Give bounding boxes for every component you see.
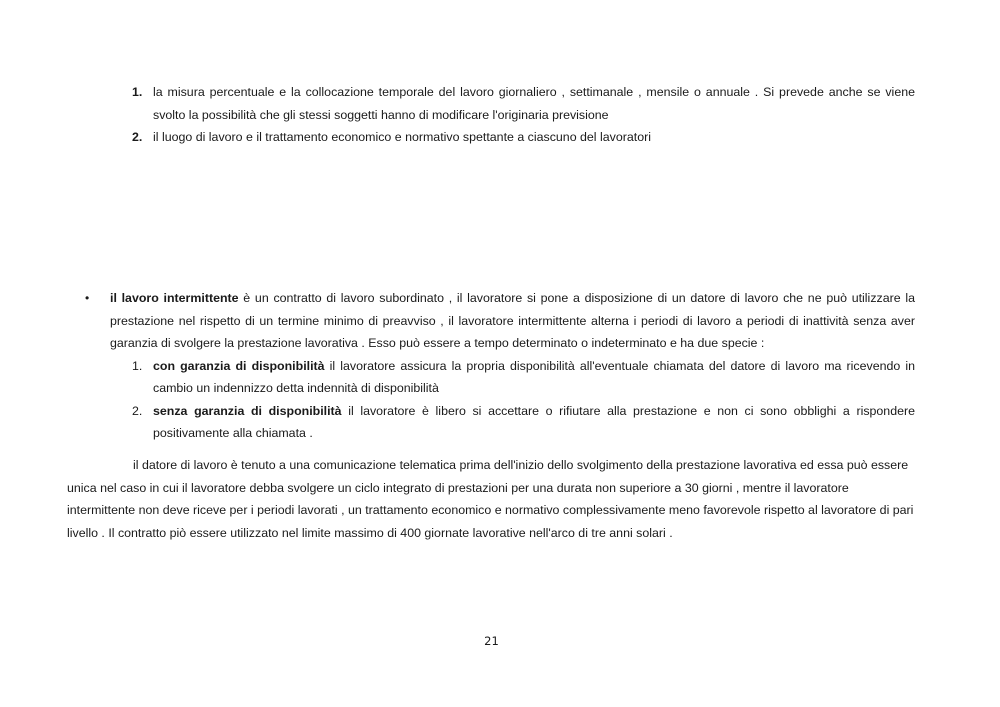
bullet-term: il lavoro intermittente xyxy=(110,291,239,305)
list-item-number: 1. xyxy=(132,85,143,99)
list-item-number: 2. xyxy=(132,130,143,144)
list-item-text: il lavoratore è libero si accettare o rifiutare alla prestazione e non ci sono obblighi a rispondere positivamente alla chiamata . xyxy=(153,403,915,440)
list-item xyxy=(132,355,915,400)
bullet-item xyxy=(85,287,915,355)
list-item-text: il lavoratore assicura la propria disponibilità all'eventuale chiamata del datore di lavoro ma ricevendo in cambio un indennizzo detta indennità di disponibilità xyxy=(153,358,915,395)
bullet-text: è un contratto di lavoro subordinato , il lavoratore si pone a disposizione di un datore di lavoro che ne può utilizzare la prestazione nel rispetto di un termine minimo di preavviso , il lavoratore intermittente alterna i periodi di lavoro a periodi di inattività senza aver garanzia di svolgere la prestazione lavorativa . Esso può essere a tempo determinato o indeterminato e ha due specie : xyxy=(110,291,915,350)
list-item-term: senza garanzia di disponibilità xyxy=(153,403,342,418)
paragraph-text: il datore di lavoro è tenuto a una comunicazione telematica prima dell'inizio dello svolgimento della prestazione lavorativa ed essa può essere unica nel caso in cui il lavoratore debba svolgere un ciclo integrato di prestazioni per una durata non superiore a 30 giorni , mentre il lavoratore intermittente non deve riceve per i periodi lavorati , un trattamento economico e normativo complessivamente meno favorevole rispetto al lavoratore di pari livello . Il contratto piò essere utilizzato nel limite massimo di 400 giornate lavorative nell'arco di tre anni solari . xyxy=(67,458,914,540)
list-item-text: la misura percentuale e la collocazione temporale del lavoro giornaliero , settimanale , mensile o annuale . Si prevede anche se viene svolto la possibilità che gli stessi soggetti hanno di modificare l'originaria previsione xyxy=(153,85,915,122)
bullet-icon: • xyxy=(85,291,90,305)
species-list xyxy=(132,355,915,445)
page-number: 21 xyxy=(484,634,499,648)
list-item xyxy=(132,126,915,149)
body-paragraph xyxy=(67,454,917,544)
list-item-number: 2. xyxy=(132,403,143,418)
list-item xyxy=(132,81,915,126)
numbered-list xyxy=(132,81,915,149)
bullet-section xyxy=(85,287,915,445)
list-item-text: il luogo di lavoro e il trattamento economico e normativo spettante a ciascuno del lavoratori xyxy=(153,130,651,144)
list-item xyxy=(132,400,915,445)
list-item-number: 1. xyxy=(132,358,143,373)
list-item-term: con garanzia di disponibilità xyxy=(153,358,325,373)
